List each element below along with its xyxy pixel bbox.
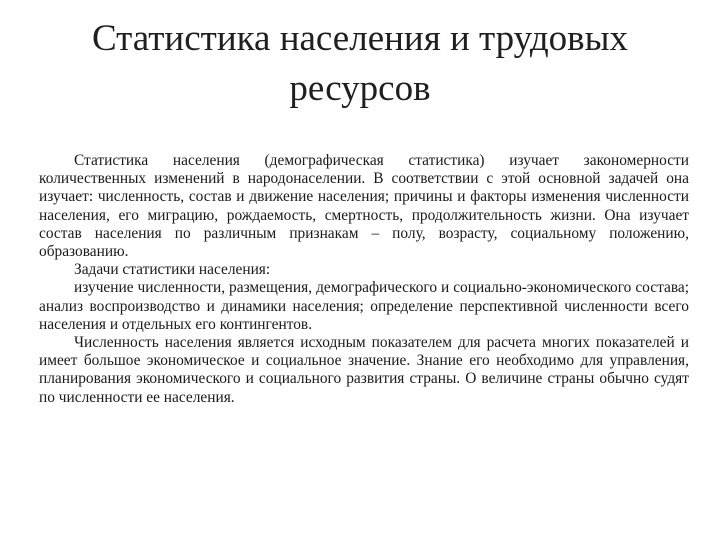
slide-title-line-1: Статистика населения и трудовых <box>91 18 628 59</box>
slide-body-text <box>39 152 689 407</box>
slide-title-line-2: ресурсов <box>289 68 431 109</box>
paragraph-tasks-heading: Задачи статистики населения: <box>74 261 271 279</box>
paragraph-definition: Статистика населения (демографическая статистика) изучает закономерности количественных изменений в народонаселении. В соответствии с этой основной задачей она изучает: численность, состав и движение населения; причины и факторы изменения численности населения, его миграцию, рождаемость, смертность, продолжительность жизни. Она изучает состав населения по различным признакам – полу, возрасту, социальному положению, образованию. <box>39 152 689 261</box>
paragraph-tasks-list: изучение численности, размещения, демографического и социально-экономического состава; анализ воспроизводство и динамики населения; определение перспективной численности всего населения и отдельных его контингентов. <box>39 279 689 333</box>
slide-title <box>40 14 680 114</box>
paragraph-population-size: Численность населения является исходным показателем для расчета многих показателей и имеет большое экономическое и социальное значение. Знание его необходимо для управления, планирования экономического и социального развития страны. О величине страны обычно судят по численности ее населения. <box>39 334 689 406</box>
